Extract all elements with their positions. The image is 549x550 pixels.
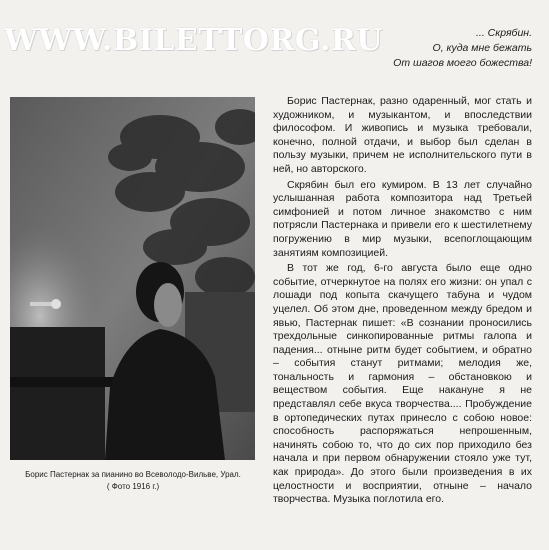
epigraph-line: От шагов моего божества! bbox=[393, 57, 532, 69]
photo-pasternak-at-piano bbox=[10, 97, 255, 460]
paragraph: Борис Пастернак, разно одаренный, мог стать и художником, и музыкантом, и впоследствии философом. И живопись и музыка требовали, конечно, полной отдачи, и выбор был сделан в пользу музыки, причем не исполнительского пути в ней, но авторского. bbox=[273, 95, 532, 175]
paragraph: Скрябин был его кумиром. В 13 лет случайно услышанная работа композитора над Третьей симфонией и потом личное знакомство с ним потрясли Пастернака и привели его к шестилетнему погружению в мир музыки, всепоглощающим занятиям композицией. bbox=[273, 178, 532, 259]
caption-line: ( Фото 1916 г.) bbox=[106, 482, 160, 491]
article-text bbox=[273, 95, 532, 509]
paragraph: В тот же год, 6-го августа было еще одно событие, отчеркнутое на полях его жизни: он упал с лошади под копыта скачущего табуна и чудом уцелел. Об этом дне, проведенном между бредом и явью, Пастернак пишет: «В сознании проносились трехдольные синкопированные ритмы галопа и падения... отныне ритм будет событием, и обратно – события станут ритмами; мелодия же, тональность и гармония – обстановкою и веществом события. Еще накануне я не представлял себе вкуса творчества.... Пробуждение в ортопедических путах принесло с собою новое: способность распоряжаться непрошенным, начинять собою то, что до сих пор приходило без начала и при первом обнаружении стояло уже тут, как природа». До этого были произведения в их целостности и восприятии, отныне – начало творчества. Музыка поглотила его. bbox=[273, 262, 532, 506]
epigraph-line: О, куда мне бежать bbox=[432, 42, 532, 54]
photo-illustration bbox=[10, 97, 255, 460]
caption-line: Борис Пастернак за пианино во Всеволодо-Вильве, Урал. bbox=[25, 470, 241, 479]
watermark: WWW.BILETTORG.RU bbox=[4, 23, 383, 58]
epigraph-line: ... Скрябин. bbox=[476, 27, 532, 39]
epigraph bbox=[392, 26, 532, 71]
photo-caption bbox=[8, 469, 258, 493]
